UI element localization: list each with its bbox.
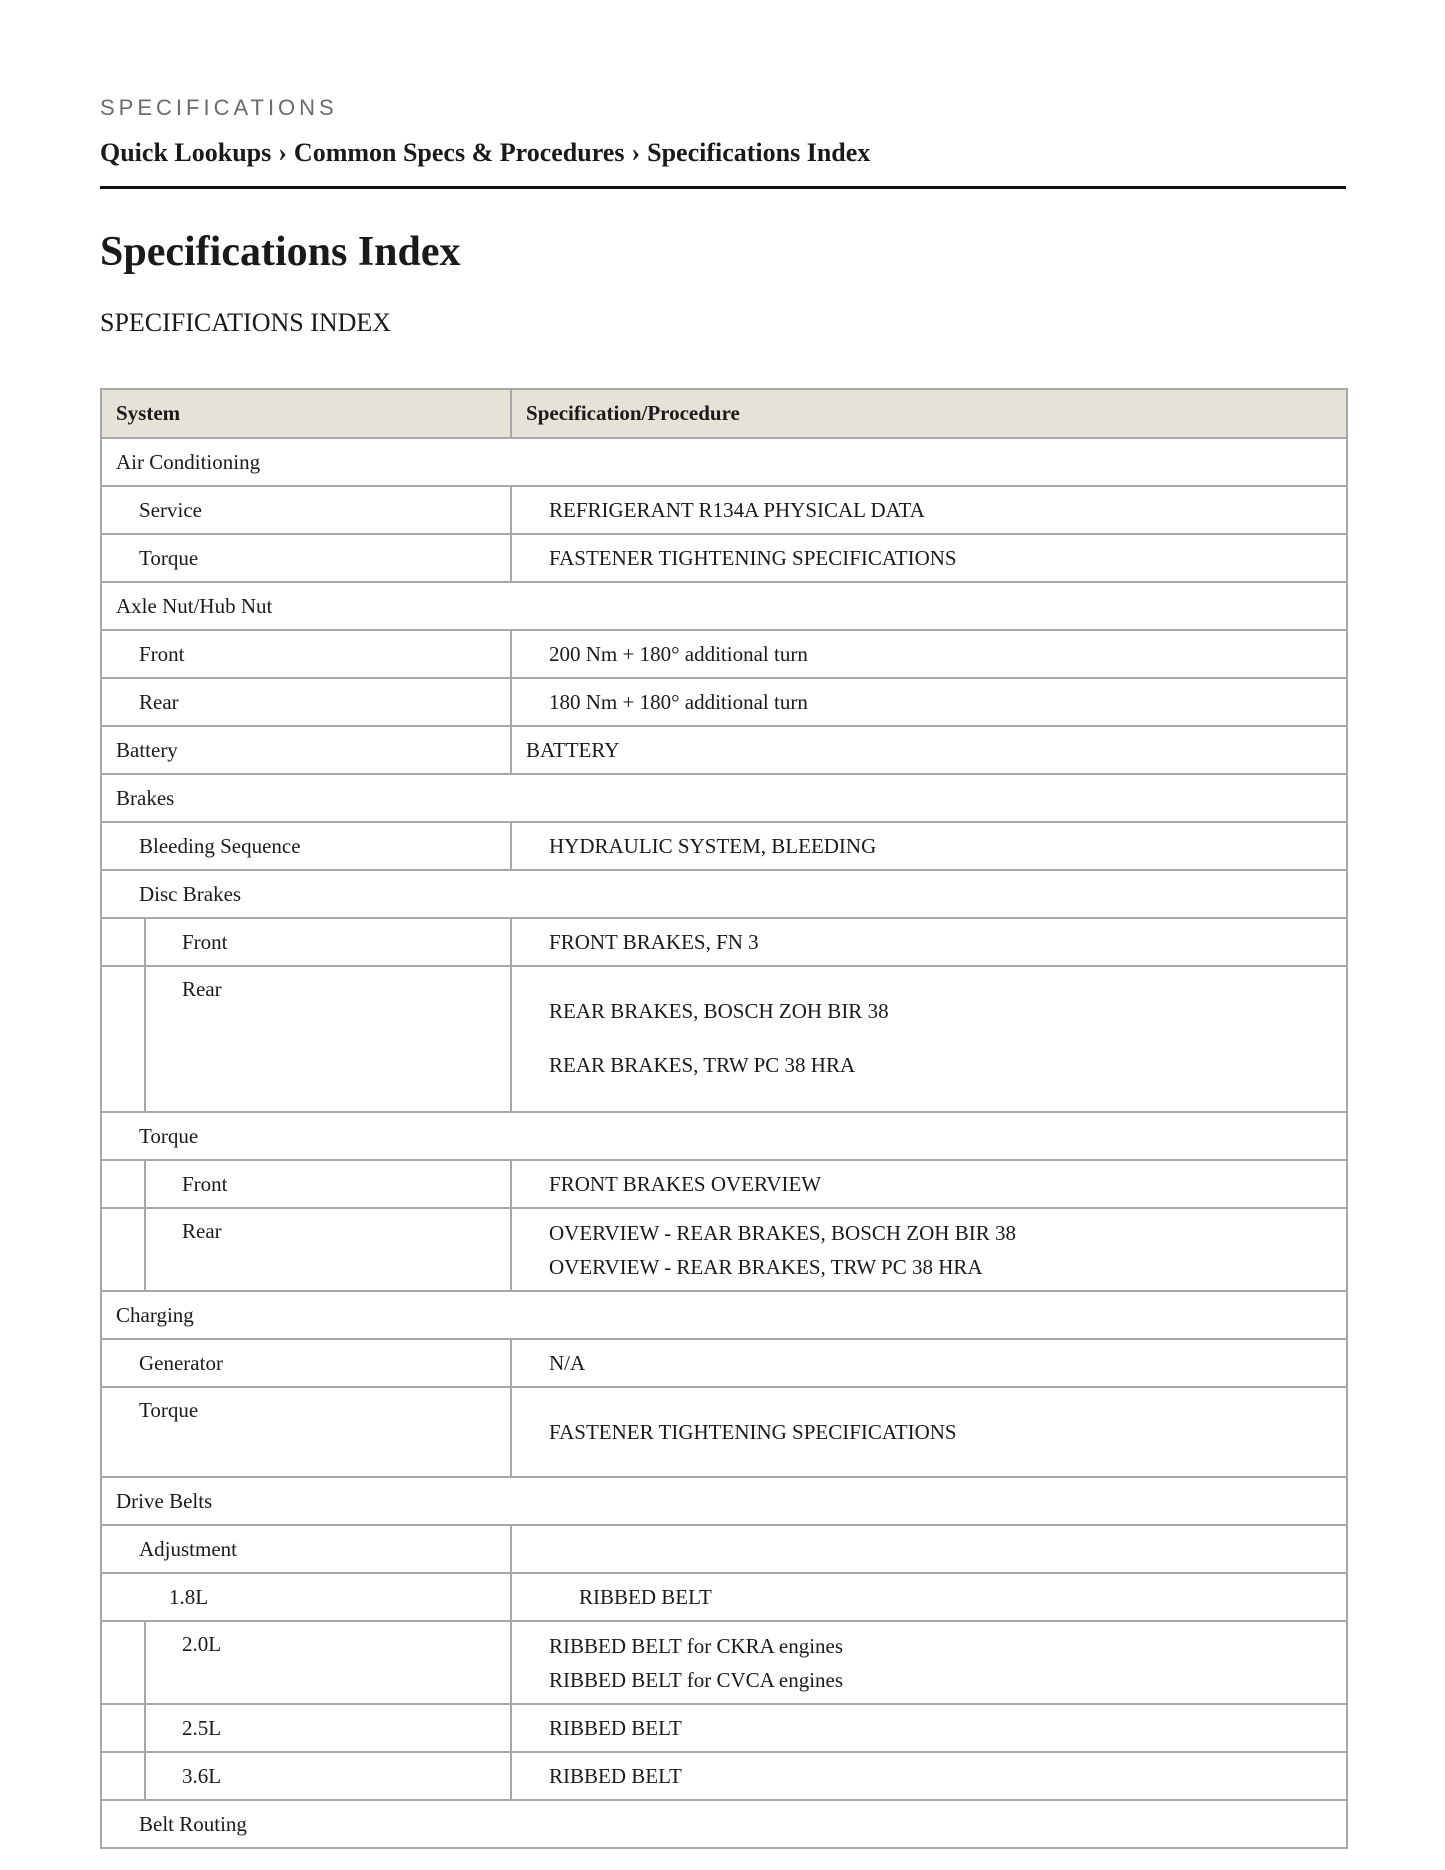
table-row-group bbox=[101, 1800, 1347, 1848]
subsystem-cell: Torque bbox=[101, 1112, 1347, 1160]
table-row bbox=[101, 918, 1347, 966]
indent-cell bbox=[101, 966, 145, 1112]
system-cell: Charging bbox=[101, 1291, 1347, 1339]
table-row bbox=[101, 486, 1347, 534]
table-row bbox=[101, 534, 1347, 582]
procedure-link[interactable]: OVERVIEW - REAR BRAKES, BOSCH ZOH BIR 38 bbox=[549, 1220, 1016, 1245]
procedure-link[interactable]: REFRIGERANT R134A PHYSICAL DATA bbox=[511, 486, 1347, 534]
breadcrumb-item-common-specs[interactable]: Common Specs & Procedures bbox=[293, 138, 625, 167]
component-cell: 2.5L bbox=[145, 1704, 511, 1752]
component-cell: Front bbox=[145, 918, 511, 966]
page-subtitle: SPECIFICATIONS INDEX bbox=[100, 308, 392, 337]
table-row-group bbox=[101, 870, 1347, 918]
table-row bbox=[101, 1208, 1347, 1291]
subsystem-cell: Service bbox=[101, 486, 511, 534]
indent-cell bbox=[101, 1208, 145, 1291]
procedure-link[interactable]: FASTENER TIGHTENING SPECIFICATIONS bbox=[511, 1387, 1347, 1477]
component-cell: 3.6L bbox=[145, 1752, 511, 1800]
system-cell: Brakes bbox=[101, 774, 1347, 822]
procedure-link[interactable]: RIBBED BELT bbox=[511, 1704, 1347, 1752]
breadcrumb-separator: › bbox=[278, 138, 287, 167]
spec-value: N/A bbox=[511, 1339, 1347, 1387]
component-cell: 1.8L bbox=[101, 1573, 511, 1621]
indent-cell bbox=[101, 1160, 145, 1208]
procedure-link[interactable]: FASTENER TIGHTENING SPECIFICATIONS bbox=[511, 534, 1347, 582]
subsystem-cell: Torque bbox=[101, 1387, 511, 1477]
subsystem-cell: Front bbox=[101, 630, 511, 678]
table-header-row bbox=[101, 389, 1347, 438]
system-cell: Air Conditioning bbox=[101, 438, 1347, 486]
indent-cell bbox=[101, 1704, 145, 1752]
table-row-group bbox=[101, 1477, 1347, 1525]
table-row bbox=[101, 822, 1347, 870]
table-row bbox=[101, 966, 1347, 1112]
indent-cell bbox=[101, 1621, 145, 1704]
breadcrumb bbox=[100, 138, 870, 168]
component-cell: Rear bbox=[145, 1208, 511, 1291]
subsystem-cell: Bleeding Sequence bbox=[101, 822, 511, 870]
table-row bbox=[101, 1387, 1347, 1477]
table-row bbox=[101, 1525, 1347, 1573]
table-row bbox=[101, 1160, 1347, 1208]
subsystem-cell: Belt Routing bbox=[101, 1800, 1347, 1848]
indent-cell bbox=[101, 1752, 145, 1800]
indent-cell bbox=[101, 918, 145, 966]
system-cell: Drive Belts bbox=[101, 1477, 1347, 1525]
column-header-specification: Specification/Procedure bbox=[511, 389, 1347, 438]
system-cell: Battery bbox=[101, 726, 511, 774]
procedure-link[interactable]: RIBBED BELT bbox=[511, 1573, 1347, 1621]
procedure-link[interactable]: HYDRAULIC SYSTEM, BLEEDING bbox=[511, 822, 1347, 870]
breadcrumb-item-quick-lookups[interactable]: Quick Lookups bbox=[100, 138, 272, 167]
procedure-link[interactable]: OVERVIEW - REAR BRAKES, TRW PC 38 HRA bbox=[549, 1254, 983, 1279]
subsystem-cell: Rear bbox=[101, 678, 511, 726]
procedure-link[interactable]: REAR BRAKES, TRW PC 38 HRA bbox=[549, 1053, 856, 1077]
spec-value: 200 Nm + 180° additional turn bbox=[511, 630, 1347, 678]
breadcrumb-separator: › bbox=[631, 138, 641, 167]
section-kicker: SPECIFICATIONS bbox=[100, 95, 338, 120]
table-row bbox=[101, 1752, 1347, 1800]
table-row bbox=[101, 1573, 1347, 1621]
procedure-link[interactable]: FRONT BRAKES OVERVIEW bbox=[511, 1160, 1347, 1208]
page-title: Specifications Index bbox=[100, 229, 461, 275]
subsystem-cell: Torque bbox=[101, 534, 511, 582]
component-cell: Front bbox=[145, 1160, 511, 1208]
table-row bbox=[101, 1339, 1347, 1387]
table-row bbox=[101, 1621, 1347, 1704]
component-cell: 2.0L bbox=[145, 1621, 511, 1704]
empty-cell bbox=[511, 1525, 1347, 1573]
component-cell: Rear bbox=[145, 966, 511, 1112]
subsystem-cell: Generator bbox=[101, 1339, 511, 1387]
table-row bbox=[101, 678, 1347, 726]
table-row-group bbox=[101, 438, 1347, 486]
system-cell: Axle Nut/Hub Nut bbox=[101, 582, 1347, 630]
table-row-group bbox=[101, 1291, 1347, 1339]
procedure-link[interactable]: FRONT BRAKES, FN 3 bbox=[511, 918, 1347, 966]
table-row bbox=[101, 1704, 1347, 1752]
subsystem-cell: Adjustment bbox=[101, 1525, 511, 1573]
subsystem-cell: Disc Brakes bbox=[101, 870, 1347, 918]
specifications-table bbox=[100, 388, 1348, 1849]
table-row-group bbox=[101, 774, 1347, 822]
procedure-link[interactable]: BATTERY bbox=[511, 726, 1347, 774]
procedure-cell bbox=[511, 966, 1347, 1112]
procedure-link[interactable]: RIBBED BELT for CVCA engines bbox=[549, 1667, 844, 1692]
column-header-system: System bbox=[101, 389, 511, 438]
procedure-link[interactable]: RIBBED BELT for CKRA engines bbox=[549, 1633, 844, 1658]
breadcrumb-item-specifications-index: Specifications Index bbox=[647, 138, 871, 167]
procedure-link[interactable]: RIBBED BELT bbox=[511, 1752, 1347, 1800]
table-row bbox=[101, 726, 1347, 774]
table-row-group bbox=[101, 582, 1347, 630]
table-row bbox=[101, 630, 1347, 678]
header-divider bbox=[100, 186, 1346, 189]
procedure-link[interactable]: REAR BRAKES, BOSCH ZOH BIR 38 bbox=[549, 999, 889, 1023]
spec-value: 180 Nm + 180° additional turn bbox=[511, 678, 1347, 726]
procedure-cell bbox=[511, 1208, 1347, 1291]
procedure-cell bbox=[511, 1621, 1347, 1704]
table-row-group bbox=[101, 1112, 1347, 1160]
